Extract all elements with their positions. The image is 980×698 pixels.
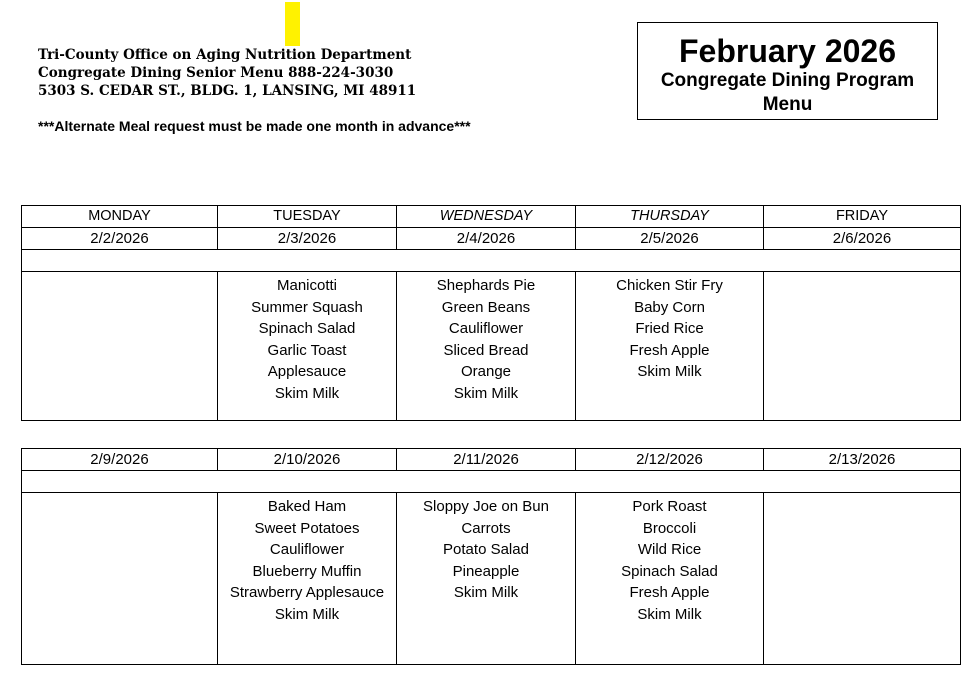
day-thursday: THURSDAY [576, 206, 764, 228]
menu-item: Skim Milk [453, 384, 519, 402]
menu-cell [397, 272, 576, 421]
date-cell: 2/12/2026 [576, 449, 764, 471]
menu-item: Sliced Bread [443, 341, 529, 359]
menu-item: Pineapple [452, 562, 520, 580]
menu-cell [218, 493, 397, 665]
menu-item: Pork Roast [632, 498, 707, 515]
menu-item: Skim Milk [637, 605, 702, 623]
menu-cell [22, 272, 218, 421]
date-cell: 2/4/2026 [397, 228, 576, 250]
date-cell: 2/3/2026 [218, 228, 397, 250]
menu-cell [764, 493, 961, 665]
date-cell: 2/11/2026 [397, 449, 576, 471]
menu-item: Orange [460, 363, 512, 380]
menu-item: Applesauce [267, 363, 347, 380]
date-cell: 2/10/2026 [218, 449, 397, 471]
menu-item: Shephards Pie [436, 277, 536, 294]
menu-item: Green Beans [441, 298, 531, 316]
org-menu-phone: Congregate Dining Senior Menu 888-224-3030 [38, 65, 394, 81]
menu-item: Spinach Salad [258, 320, 356, 337]
menu-item: Broccoli [642, 519, 697, 537]
menu-item: Skim Milk [637, 363, 702, 380]
menu-item: Summer Squash [251, 298, 363, 316]
menu-item: Sweet Potatoes [254, 519, 360, 537]
menu-item: Skim Milk [274, 605, 340, 623]
menu-item: Garlic Toast [267, 341, 347, 359]
blank-cell [22, 250, 961, 272]
date-cell: 2/6/2026 [764, 228, 961, 250]
menu-item: Chicken Stir Fry [616, 277, 723, 294]
day-friday: FRIDAY [764, 206, 961, 228]
menu-item: Skim Milk [274, 384, 340, 402]
day-monday: MONDAY [22, 206, 218, 228]
date-cell: 2/2/2026 [22, 228, 218, 250]
week-table-1 [21, 205, 961, 421]
alternate-meal-notice: ***Alternate Meal request must be made one month in advance*** [38, 118, 471, 134]
menu-row [22, 493, 961, 665]
blank-row [22, 250, 961, 272]
menu-item: Cauliflower [269, 541, 345, 558]
weekday-header-row [22, 206, 961, 228]
date-cell: 2/13/2026 [764, 449, 961, 471]
menu-cell [764, 272, 961, 421]
week-table-2 [21, 448, 961, 665]
program-menu-label: Menu [762, 94, 813, 115]
menu-item: Manicotti [276, 277, 338, 294]
menu-item: Fried Rice [635, 320, 704, 337]
menu-item: Blueberry Muffin [252, 562, 362, 580]
menu-item: Skim Milk [453, 584, 519, 601]
date-cell: 2/5/2026 [576, 228, 764, 250]
menu-item: Cauliflower [448, 320, 524, 337]
menu-item: Sloppy Joe on Bun [423, 498, 549, 515]
menu-item: Fresh Apple [629, 584, 710, 601]
menu-item: Baked Ham [267, 498, 347, 515]
page-title: February 2026 [678, 33, 896, 69]
menu-item: Strawberry Applesauce [229, 584, 385, 601]
program-name: Congregate Dining Program [660, 70, 915, 91]
menu-item: Carrots [461, 519, 511, 537]
menu-item: Spinach Salad [621, 562, 718, 580]
date-row [22, 228, 961, 250]
menu-cell [397, 493, 576, 665]
menu-item: Potato Salad [443, 541, 529, 558]
day-tuesday: TUESDAY [218, 206, 397, 228]
menu-cell [22, 493, 218, 665]
day-wednesday: WEDNESDAY [397, 206, 576, 228]
menu-item: Baby Corn [634, 298, 705, 316]
menu-cell [576, 493, 764, 665]
menu-item: Fresh Apple [629, 341, 710, 359]
date-row [22, 449, 961, 471]
menu-cell [218, 272, 397, 421]
date-cell: 2/9/2026 [22, 449, 218, 471]
blank-cell [22, 471, 961, 493]
highlight-marker [285, 2, 300, 46]
org-name: Tri-County Office on Aging Nutrition Department [38, 47, 412, 63]
menu-row [22, 272, 961, 421]
blank-row [22, 471, 961, 493]
menu-cell [576, 272, 764, 421]
org-address: 5303 S. CEDAR ST., BLDG. 1, LANSING, MI 48911 [38, 83, 417, 99]
organization-header [38, 46, 416, 100]
title-box [637, 22, 938, 120]
menu-item: Wild Rice [637, 541, 702, 558]
